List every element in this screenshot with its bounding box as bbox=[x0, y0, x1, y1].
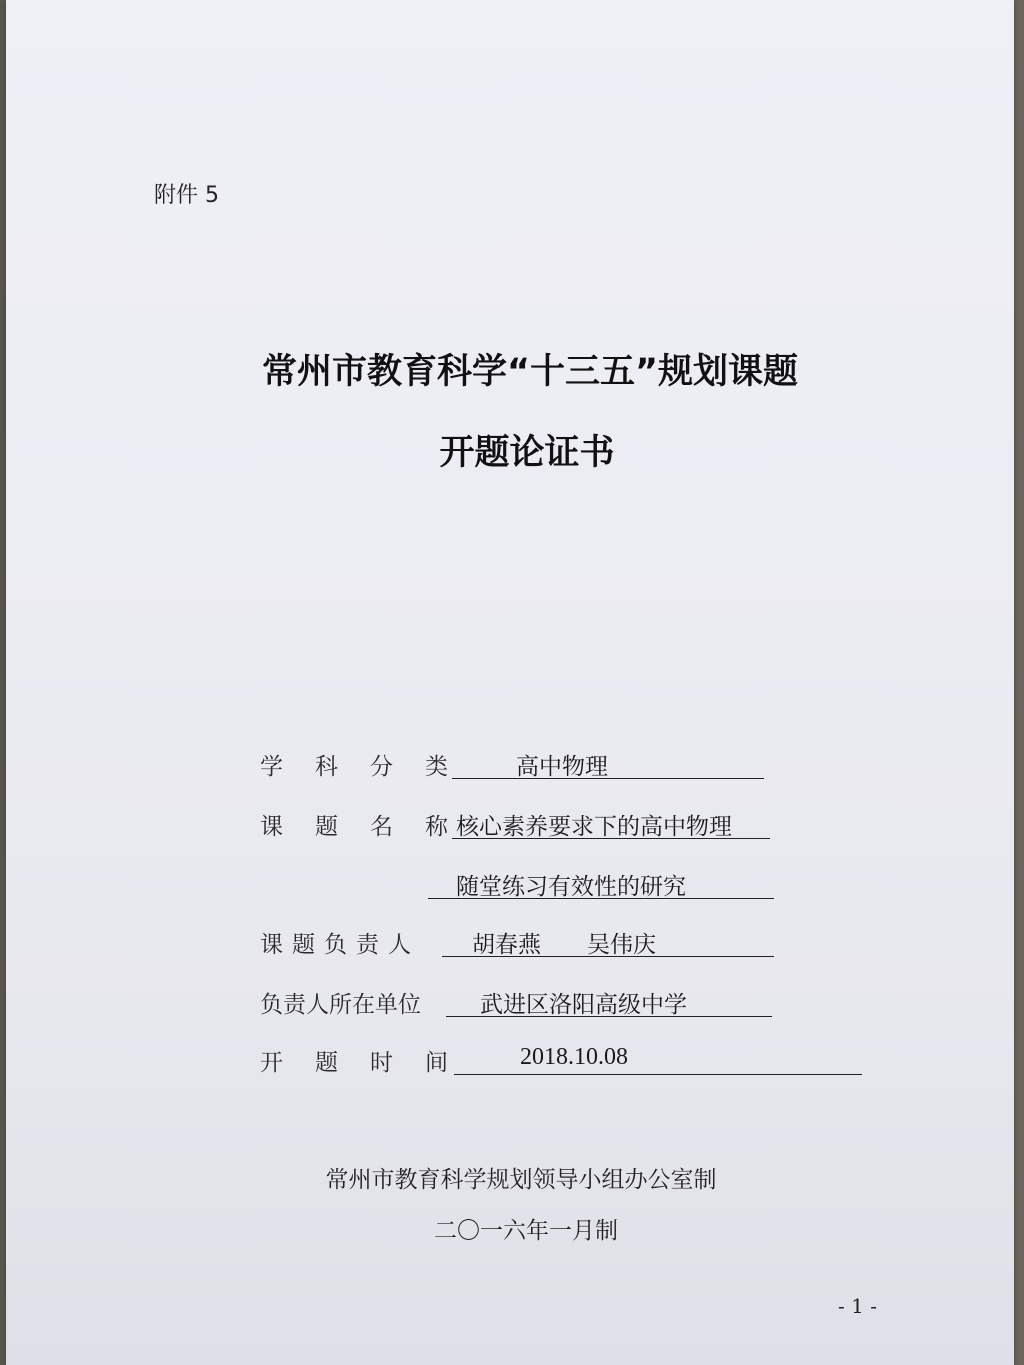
document-subtitle: 开题论证书 bbox=[439, 433, 615, 473]
attachment-number: 附件 5 bbox=[154, 183, 219, 208]
unit-label: 负责人所在单位 bbox=[260, 992, 421, 1018]
subject-value: 高中物理 bbox=[516, 754, 608, 780]
topic-field-line2 bbox=[428, 868, 774, 899]
issue-date-text: 二〇一六年一月制 bbox=[434, 1218, 618, 1244]
document-page bbox=[6, 0, 1014, 1365]
subject-field bbox=[452, 748, 764, 779]
unit-field bbox=[446, 986, 772, 1017]
unit-value: 武进区洛阳高级中学 bbox=[480, 992, 687, 1018]
document-title: 常州市教育科学“十三五”规划课题 bbox=[261, 352, 798, 392]
date-field bbox=[454, 1044, 862, 1075]
leader-label: 课题负责人 bbox=[260, 932, 420, 958]
leader-value: 胡春燕 吴伟庆 bbox=[472, 932, 656, 958]
topic-value-line2: 随堂练习有效性的研究 bbox=[456, 874, 686, 900]
topic-label: 课题名称 bbox=[260, 814, 480, 840]
topic-value-line1: 核心素养要求下的高中物理 bbox=[456, 814, 732, 840]
topic-field-line1 bbox=[452, 808, 770, 839]
leader-field bbox=[442, 926, 774, 957]
subject-label: 学科分类 bbox=[260, 754, 480, 780]
date-value: 2018.10.08 bbox=[520, 1044, 628, 1070]
page-number: - 1 - bbox=[838, 1294, 877, 1318]
date-label: 开题时间 bbox=[260, 1050, 480, 1076]
issuer-text: 常州市教育科学规划领导小组办公室制 bbox=[325, 1167, 717, 1193]
